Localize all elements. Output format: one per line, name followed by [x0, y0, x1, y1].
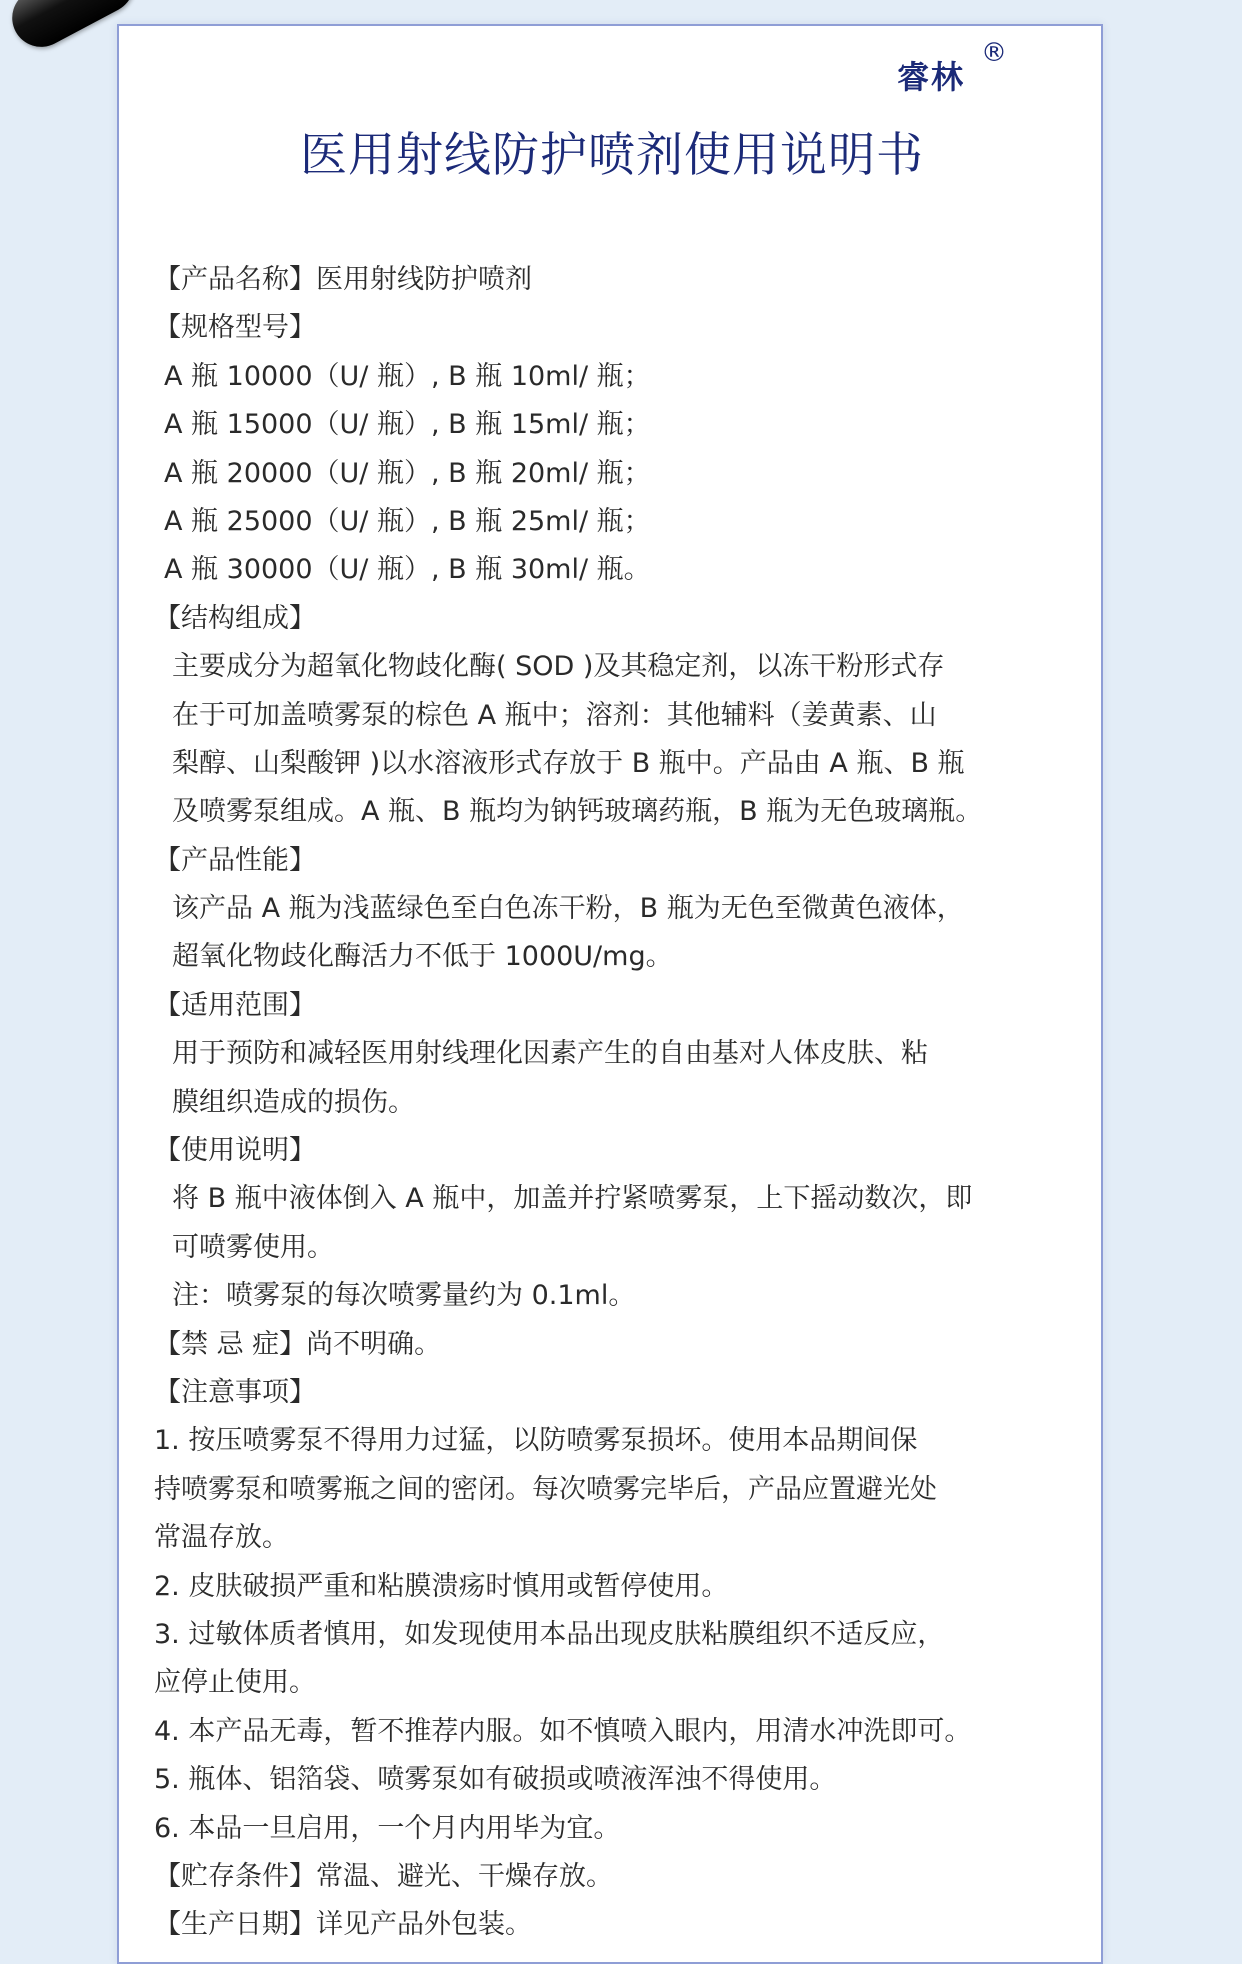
precaution-item: 常温存放。: [154, 1522, 289, 1554]
brand-name: 睿林: [897, 58, 966, 96]
product-name-line: 【产品名称】医用射线防护喷剂: [154, 264, 532, 295]
document-title: 医用射线防护喷剂使用说明书: [300, 128, 924, 183]
registered-mark: ®: [981, 38, 1009, 68]
scope-text: 膜组织造成的损伤。: [172, 1086, 415, 1118]
production-date-line: 【生产日期】详见产品外包装。: [154, 1909, 532, 1941]
spec-line: A 瓶 30000（U/ 瓶）, B 瓶 30ml/ 瓶。: [164, 554, 651, 586]
usage-heading: 【使用说明】: [154, 1135, 316, 1167]
spec-line: A 瓶 15000（U/ 瓶）, B 瓶 15ml/ 瓶；: [164, 409, 651, 441]
spec-line: A 瓶 10000（U/ 瓶）, B 瓶 10ml/ 瓶；: [164, 360, 651, 392]
composition-text: 主要成分为超氧化物歧化酶( SOD )及其稳定剂，以冻干粉形式存: [172, 651, 945, 683]
composition-text: 在于可加盖喷雾泵的棕色 A 瓶中；溶剂：其他辅料（姜黄素、山: [172, 699, 937, 731]
precaution-item: 3. 过敏体质者慎用，如发现使用本品出现皮肤粘膜组织不适反应，: [154, 1618, 945, 1650]
performance-heading: 【产品性能】: [154, 844, 316, 876]
precaution-item: 4. 本产品无毒，暂不推荐内服。如不慎喷入眼内，用清水冲洗即可。: [154, 1715, 972, 1747]
storage-line: 【贮存条件】常温、避光、干燥存放。: [154, 1860, 613, 1892]
precaution-item: 2. 皮肤破损严重和粘膜溃疡时慎用或暂停使用。: [154, 1570, 729, 1602]
precaution-item: 5. 瓶体、铝箔袋、喷雾泵如有破损或喷液浑浊不得使用。: [154, 1764, 837, 1796]
usage-text: 将 B 瓶中液体倒入 A 瓶中，加盖并拧紧喷雾泵，上下摇动数次，即: [172, 1183, 973, 1215]
composition-text: 梨醇、山梨酸钾 )以水溶液形式存放于 B 瓶中。产品由 A 瓶、B 瓶: [172, 747, 965, 779]
usage-note: 注：喷雾泵的每次喷雾量约为 0.1ml。: [172, 1280, 636, 1312]
brand-logo: [897, 38, 1009, 98]
performance-text: 超氧化物歧化酶活力不低于 1000U/mg。: [172, 941, 673, 973]
performance-text: 该产品 A 瓶为浅蓝绿色至白色冻干粉，B 瓶为无色至微黄色液体，: [172, 893, 964, 925]
usage-text: 可喷雾使用。: [172, 1231, 334, 1263]
precautions-heading: 【注意事项】: [154, 1376, 316, 1408]
precaution-item: 持喷雾泵和喷雾瓶之间的密闭。每次喷雾完毕后，产品应置避光处: [154, 1473, 937, 1505]
scope-heading: 【适用范围】: [154, 989, 316, 1021]
precaution-item: 1. 按压喷雾泵不得用力过猛，以防喷雾泵损坏。使用本品期间保: [154, 1425, 918, 1457]
precaution-item: 应停止使用。: [154, 1667, 316, 1699]
document-body: [154, 256, 1074, 1950]
scope-text: 用于预防和减轻医用射线理化因素产生的自由基对人体皮肤、粘: [172, 1038, 928, 1070]
instruction-sheet: [117, 24, 1103, 1964]
composition-heading: 【结构组成】: [154, 602, 316, 634]
composition-text: 及喷雾泵组成。A 瓶、B 瓶均为钠钙玻璃药瓶，B 瓶为无色玻璃瓶。: [172, 796, 983, 828]
spec-line: A 瓶 25000（U/ 瓶）, B 瓶 25ml/ 瓶；: [164, 505, 651, 537]
contraindication-line: 【禁 忌 症】尚不明确。: [154, 1328, 442, 1360]
spec-heading: 【规格型号】: [154, 312, 316, 344]
precaution-item: 6. 本品一旦启用，一个月内用毕为宜。: [154, 1812, 621, 1844]
spec-line: A 瓶 20000（U/ 瓶）, B 瓶 20ml/ 瓶；: [164, 457, 651, 489]
